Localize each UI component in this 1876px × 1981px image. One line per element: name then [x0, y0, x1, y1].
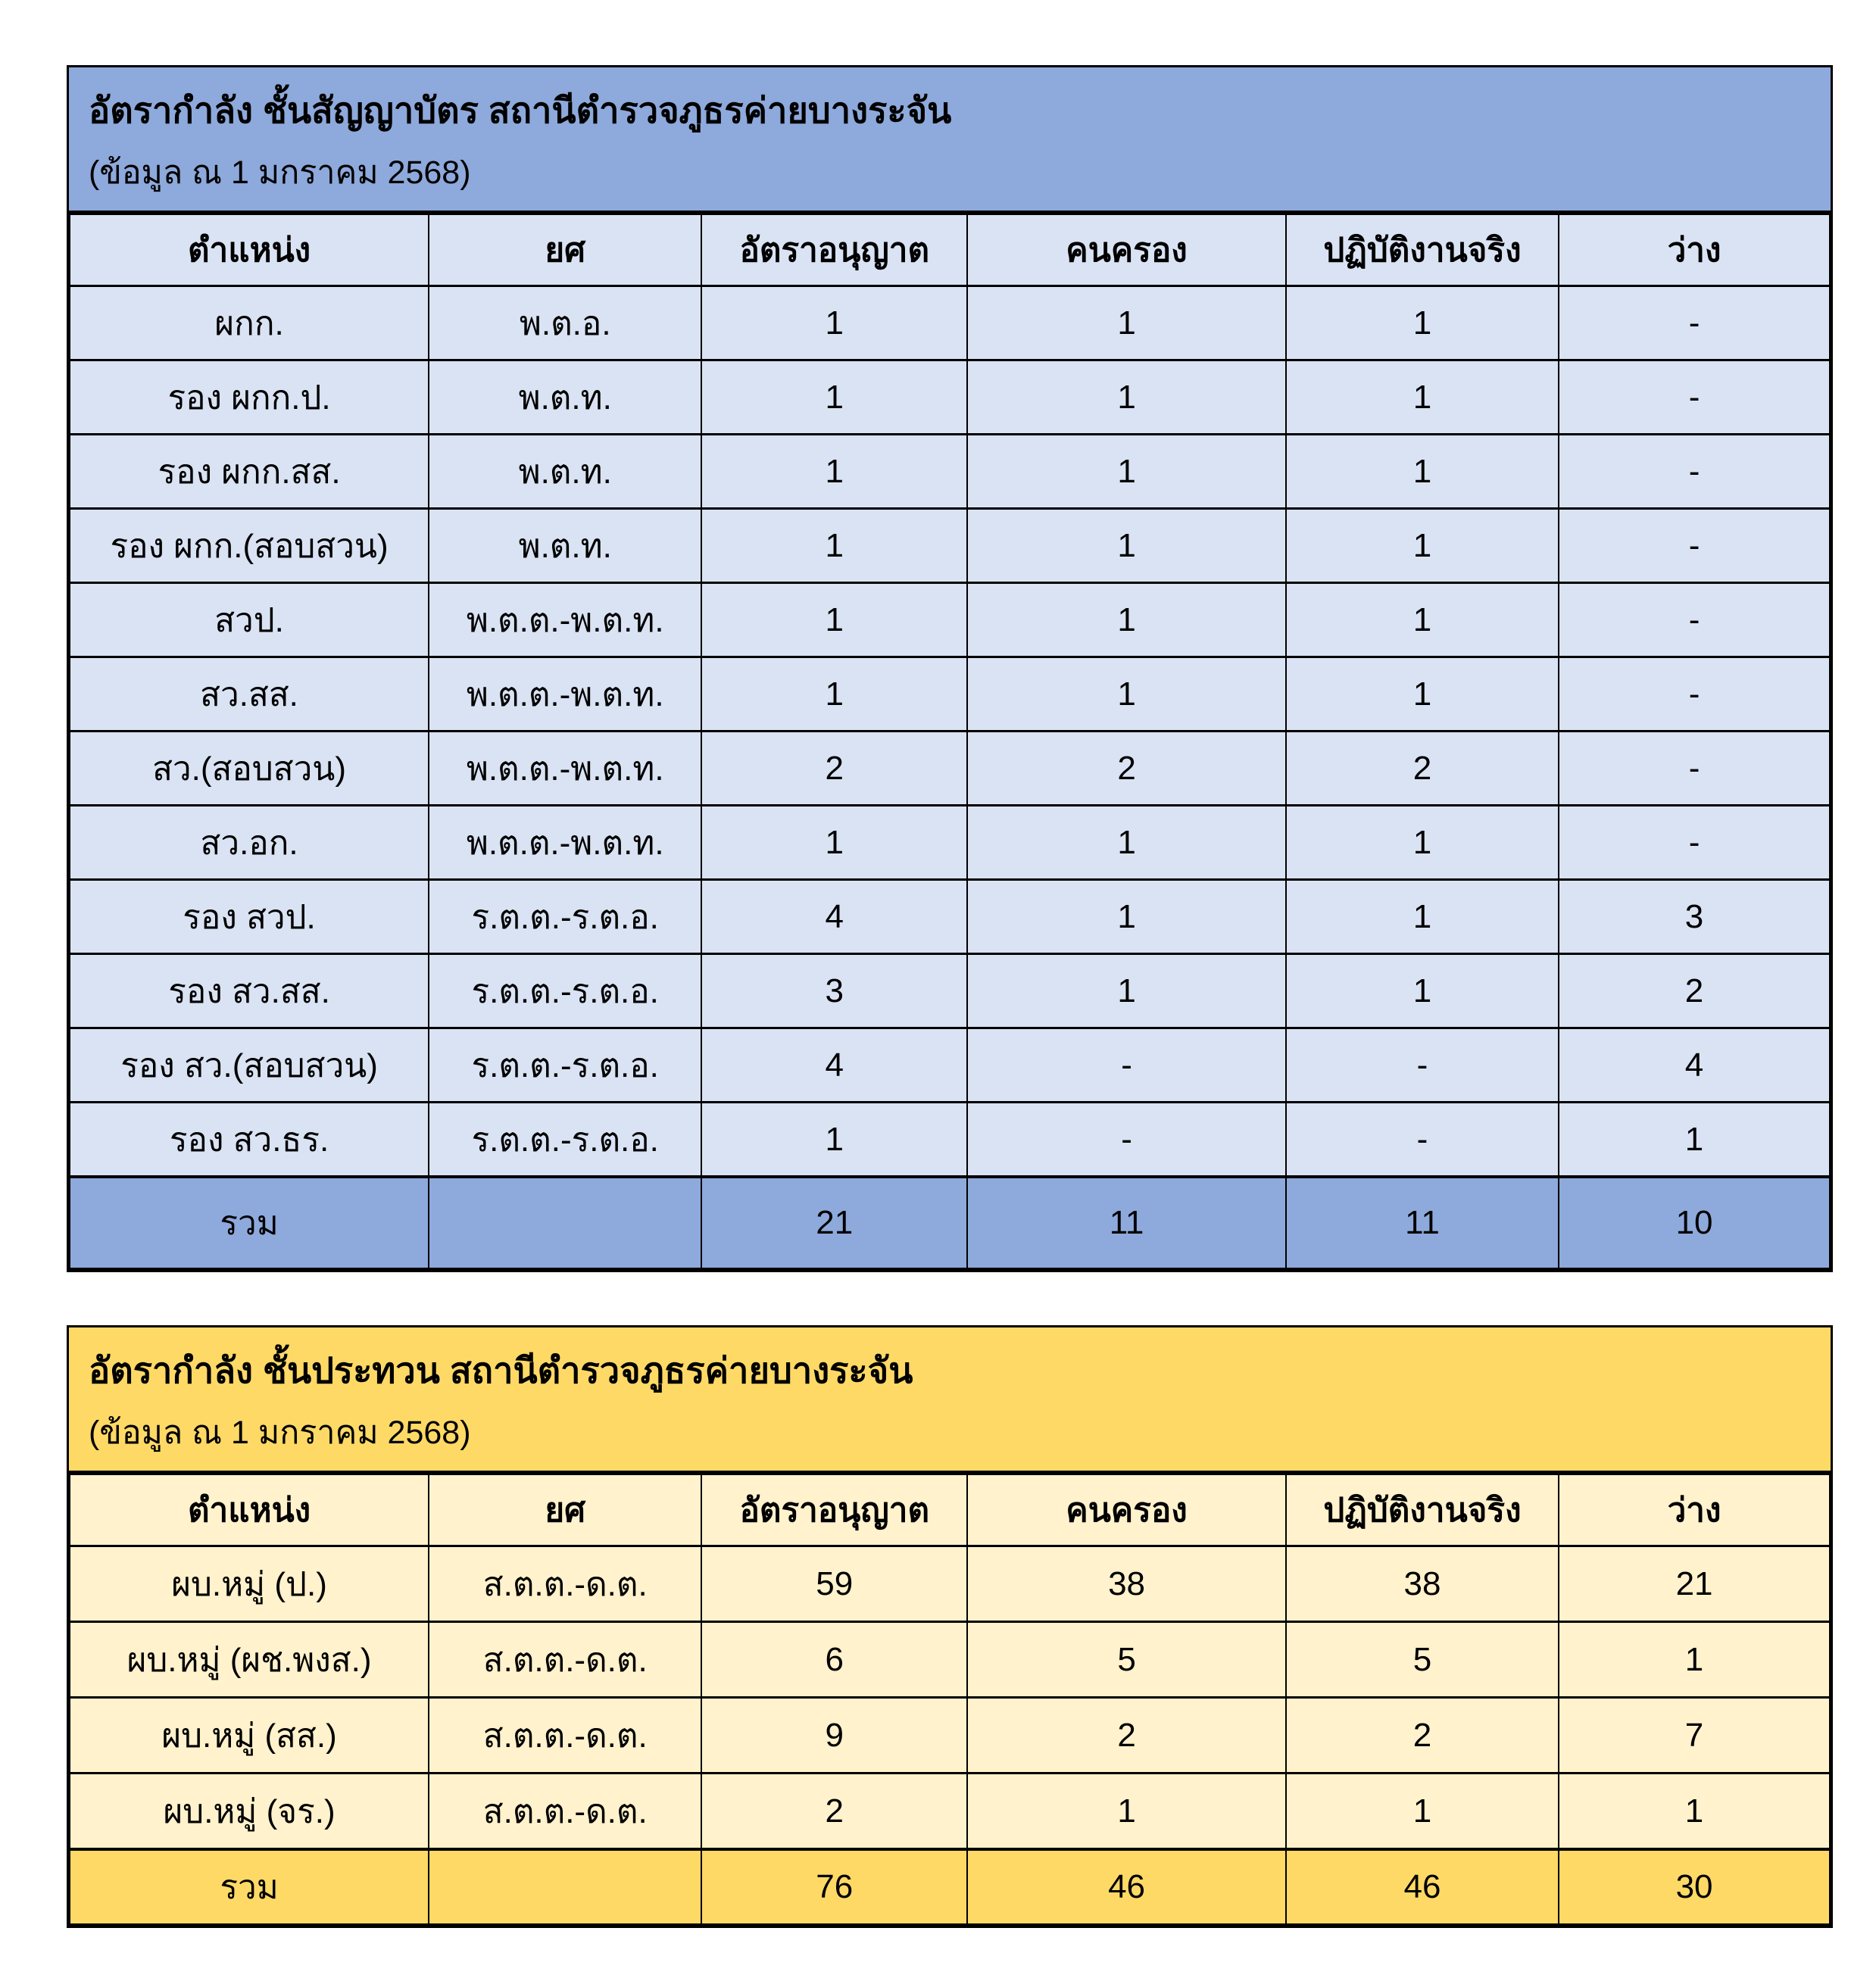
cell-actual: 5	[1286, 1622, 1559, 1698]
table-body	[70, 1546, 1830, 1850]
col-header-actual: ปฏิบัติงานจริง	[1286, 214, 1559, 286]
total-authorized: 21	[701, 1177, 967, 1269]
cell-rank: ส.ต.ต.-ด.ต.	[429, 1774, 701, 1850]
cell-authorized: 1	[701, 583, 967, 657]
cell-occupied: 1	[967, 880, 1286, 954]
cell-rank: พ.ต.ต.-พ.ต.ท.	[429, 806, 701, 880]
col-header-authorized: อัตราอนุญาต	[701, 1474, 967, 1546]
cell-actual: 1	[1286, 286, 1559, 360]
total-occupied: 11	[967, 1177, 1286, 1269]
table-row	[70, 1698, 1830, 1774]
cell-position: ผบ.หมู่ (จร.)	[70, 1774, 429, 1850]
cell-vacant: 1	[1559, 1103, 1830, 1178]
cell-rank: พ.ต.ต.-พ.ต.ท.	[429, 583, 701, 657]
cell-rank: พ.ต.ท.	[429, 435, 701, 509]
cell-vacant: -	[1559, 435, 1830, 509]
cell-authorized: 1	[701, 435, 967, 509]
cell-occupied: 2	[967, 1698, 1286, 1774]
total-rank-empty	[429, 1849, 701, 1925]
document-page	[67, 65, 1833, 1981]
cell-authorized: 3	[701, 954, 967, 1028]
cell-position: สว.อก.	[70, 806, 429, 880]
cell-occupied: 38	[967, 1546, 1286, 1622]
cell-vacant: -	[1559, 657, 1830, 732]
table-row	[70, 1028, 1830, 1103]
total-occupied: 46	[967, 1849, 1286, 1925]
cell-occupied: 1	[967, 954, 1286, 1028]
cell-position: รอง สวป.	[70, 880, 429, 954]
table-row	[70, 286, 1830, 360]
cell-authorized: 9	[701, 1698, 967, 1774]
cell-vacant: -	[1559, 806, 1830, 880]
cell-actual: 1	[1286, 1774, 1559, 1850]
cell-authorized: 4	[701, 880, 967, 954]
col-header-vacant: ว่าง	[1559, 1474, 1830, 1546]
cell-rank: ร.ต.ต.-ร.ต.อ.	[429, 880, 701, 954]
table-header-row	[70, 1474, 1830, 1546]
table-subtitle: (ข้อมูล ณ 1 มกราคม 2568)	[89, 1414, 471, 1451]
cell-actual: 1	[1286, 806, 1559, 880]
col-header-occupied: คนครอง	[967, 1474, 1286, 1546]
table-footer	[70, 1177, 1830, 1269]
cell-position: สว.(สอบสวน)	[70, 732, 429, 806]
cell-actual: 1	[1286, 954, 1559, 1028]
title-block-commissioned	[69, 67, 1831, 213]
cell-occupied: 1	[967, 286, 1286, 360]
cell-occupied: 1	[967, 360, 1286, 435]
title-block-noncommissioned	[69, 1327, 1831, 1473]
cell-position: รอง ผกก.ป.	[70, 360, 429, 435]
col-header-authorized: อัตราอนุญาต	[701, 214, 967, 286]
table-row	[70, 732, 1830, 806]
cell-authorized: 1	[701, 806, 967, 880]
cell-occupied: -	[967, 1103, 1286, 1178]
total-vacant: 30	[1559, 1849, 1830, 1925]
personnel-table-commissioned	[69, 213, 1831, 1270]
table-body	[70, 286, 1830, 1178]
table-row	[70, 509, 1830, 583]
col-header-rank: ยศ	[429, 214, 701, 286]
cell-actual: 1	[1286, 360, 1559, 435]
col-header-position: ตำแหน่ง	[70, 1474, 429, 1546]
cell-vacant: 4	[1559, 1028, 1830, 1103]
col-header-occupied: คนครอง	[967, 214, 1286, 286]
total-actual: 11	[1286, 1177, 1559, 1269]
total-authorized: 76	[701, 1849, 967, 1925]
cell-rank: พ.ต.ท.	[429, 509, 701, 583]
cell-authorized: 1	[701, 1103, 967, 1178]
cell-actual: 2	[1286, 732, 1559, 806]
cell-actual: 38	[1286, 1546, 1559, 1622]
cell-vacant: 2	[1559, 954, 1830, 1028]
table-section-noncommissioned	[67, 1325, 1833, 1928]
col-header-vacant: ว่าง	[1559, 214, 1830, 286]
cell-actual: 1	[1286, 583, 1559, 657]
cell-occupied: 1	[967, 583, 1286, 657]
cell-position: ผบ.หมู่ (ผช.พงส.)	[70, 1622, 429, 1698]
col-header-rank: ยศ	[429, 1474, 701, 1546]
table-section-commissioned	[67, 65, 1833, 1272]
cell-vacant: 3	[1559, 880, 1830, 954]
cell-rank: ร.ต.ต.-ร.ต.อ.	[429, 954, 701, 1028]
cell-position: ผบ.หมู่ (สส.)	[70, 1698, 429, 1774]
cell-occupied: 1	[967, 509, 1286, 583]
cell-authorized: 1	[701, 657, 967, 732]
cell-occupied: 1	[967, 657, 1286, 732]
cell-actual: -	[1286, 1103, 1559, 1178]
cell-rank: ส.ต.ต.-ด.ต.	[429, 1546, 701, 1622]
table-title: อัตรากำลัง ชั้นประทวน สถานีตำรวจภูธรค่ายบางระจัน	[89, 1350, 913, 1390]
cell-actual: 1	[1286, 435, 1559, 509]
cell-vacant: -	[1559, 286, 1830, 360]
cell-vacant: 7	[1559, 1698, 1830, 1774]
cell-position: รอง ผกก.(สอบสวน)	[70, 509, 429, 583]
total-row	[70, 1849, 1830, 1925]
cell-occupied: -	[967, 1028, 1286, 1103]
cell-rank: ส.ต.ต.-ด.ต.	[429, 1698, 701, 1774]
cell-authorized: 4	[701, 1028, 967, 1103]
cell-occupied: 5	[967, 1622, 1286, 1698]
cell-position: ผกก.	[70, 286, 429, 360]
cell-vacant: -	[1559, 360, 1830, 435]
total-actual: 46	[1286, 1849, 1559, 1925]
cell-actual: 1	[1286, 880, 1559, 954]
col-header-actual: ปฏิบัติงานจริง	[1286, 1474, 1559, 1546]
cell-position: รอง สว.สส.	[70, 954, 429, 1028]
cell-authorized: 2	[701, 732, 967, 806]
cell-position: รอง สว.(สอบสวน)	[70, 1028, 429, 1103]
cell-position: สวป.	[70, 583, 429, 657]
table-row	[70, 1622, 1830, 1698]
table-row	[70, 1546, 1830, 1622]
cell-rank: ร.ต.ต.-ร.ต.อ.	[429, 1028, 701, 1103]
cell-rank: พ.ต.ต.-พ.ต.ท.	[429, 657, 701, 732]
table-row	[70, 435, 1830, 509]
cell-position: รอง สว.ธร.	[70, 1103, 429, 1178]
cell-vacant: -	[1559, 583, 1830, 657]
cell-authorized: 2	[701, 1774, 967, 1850]
table-row	[70, 1774, 1830, 1850]
personnel-table-noncommissioned	[69, 1473, 1831, 1926]
cell-actual: 1	[1286, 657, 1559, 732]
cell-position: ผบ.หมู่ (ป.)	[70, 1546, 429, 1622]
cell-authorized: 1	[701, 360, 967, 435]
cell-actual: -	[1286, 1028, 1559, 1103]
total-vacant: 10	[1559, 1177, 1830, 1269]
cell-vacant: 21	[1559, 1546, 1830, 1622]
table-row	[70, 583, 1830, 657]
cell-occupied: 1	[967, 1774, 1286, 1850]
table-row	[70, 880, 1830, 954]
table-header-row	[70, 214, 1830, 286]
table-row	[70, 954, 1830, 1028]
table-title: อัตรากำลัง ชั้นสัญญาบัตร สถานีตำรวจภูธรค่ายบางระจัน	[89, 90, 952, 130]
cell-position: รอง ผกก.สส.	[70, 435, 429, 509]
table-row	[70, 360, 1830, 435]
cell-vacant: -	[1559, 509, 1830, 583]
total-rank-empty	[429, 1177, 701, 1269]
cell-occupied: 1	[967, 806, 1286, 880]
total-label: รวม	[70, 1849, 429, 1925]
cell-vacant: -	[1559, 732, 1830, 806]
table-footer	[70, 1849, 1830, 1925]
cell-vacant: 1	[1559, 1622, 1830, 1698]
cell-occupied: 2	[967, 732, 1286, 806]
col-header-position: ตำแหน่ง	[70, 214, 429, 286]
cell-rank: ร.ต.ต.-ร.ต.อ.	[429, 1103, 701, 1178]
table-row	[70, 657, 1830, 732]
cell-authorized: 1	[701, 286, 967, 360]
cell-authorized: 59	[701, 1546, 967, 1622]
cell-position: สว.สส.	[70, 657, 429, 732]
cell-rank: พ.ต.ต.-พ.ต.ท.	[429, 732, 701, 806]
cell-rank: ส.ต.ต.-ด.ต.	[429, 1622, 701, 1698]
table-row	[70, 806, 1830, 880]
cell-rank: พ.ต.อ.	[429, 286, 701, 360]
cell-authorized: 1	[701, 509, 967, 583]
cell-authorized: 6	[701, 1622, 967, 1698]
cell-occupied: 1	[967, 435, 1286, 509]
total-row	[70, 1177, 1830, 1269]
cell-vacant: 1	[1559, 1774, 1830, 1850]
cell-actual: 2	[1286, 1698, 1559, 1774]
table-row	[70, 1103, 1830, 1178]
total-label: รวม	[70, 1177, 429, 1269]
cell-rank: พ.ต.ท.	[429, 360, 701, 435]
cell-actual: 1	[1286, 509, 1559, 583]
table-subtitle: (ข้อมูล ณ 1 มกราคม 2568)	[89, 154, 471, 191]
